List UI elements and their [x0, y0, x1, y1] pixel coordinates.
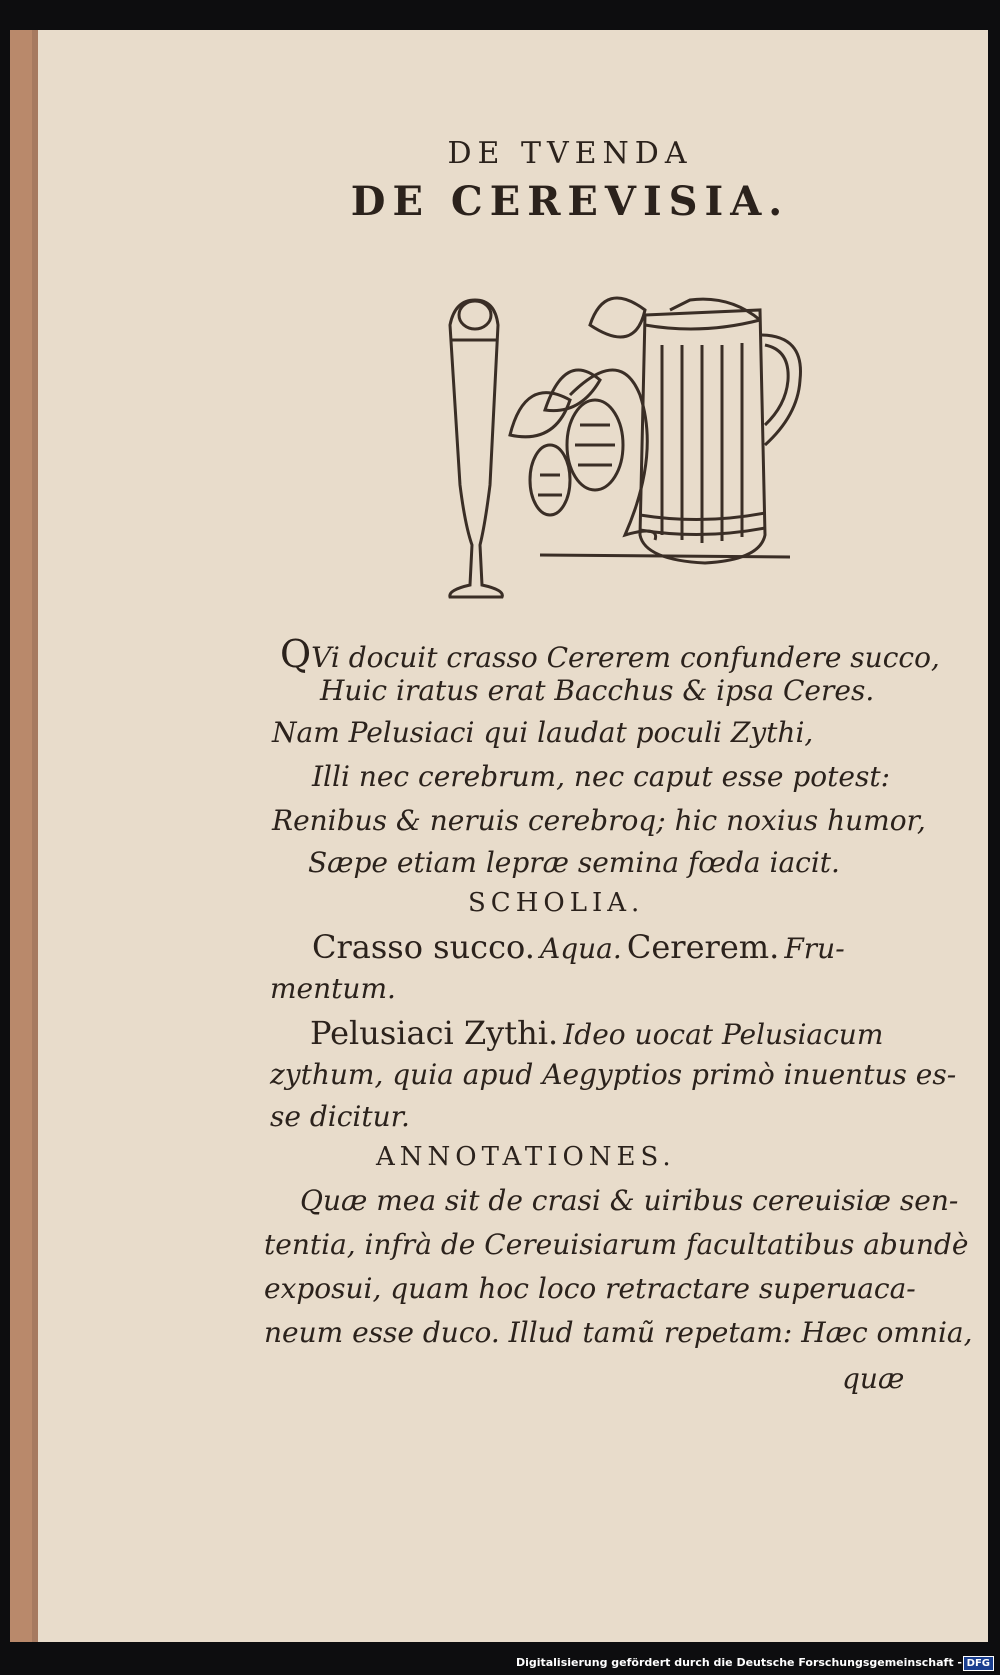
- annotationes-title: ANNOTATIONES.: [376, 1142, 676, 1172]
- scholia-term-2: Cererem.: [626, 928, 780, 966]
- footer-credit: Digitalisierung gefördert durch die Deutsche Forschungsgemeinschaft -: [515, 1656, 962, 1669]
- annotation-line-1: Quæ mea sit de crasi & uiribus cereuisiæ sen-: [300, 1184, 959, 1217]
- hop-plant-icon: [510, 298, 656, 540]
- scholia-text-3a: Ideo uocat Pelusiacum: [563, 1018, 884, 1051]
- annotation-line-4: neum esse duco. Illud tamũ repetam: Hæc omnia,: [264, 1316, 973, 1349]
- poem-initial: Q: [280, 632, 312, 676]
- scholia-gloss-2a: Fru-: [784, 932, 845, 965]
- poem-line-3: Nam Pelusiaci qui laudat poculi Zythi,: [272, 716, 814, 749]
- scholia-term-1: Crasso succo.: [312, 928, 535, 966]
- chapter-title: DE CEREVISIA.: [350, 178, 790, 225]
- tankard-icon: [540, 299, 801, 563]
- poem-line-5: Renibus & neruis cerebroq; hic noxius humor,: [272, 804, 926, 837]
- scholia-gloss-1: Aqua.: [539, 932, 622, 965]
- scholia-text-3c: se dicitur.: [270, 1100, 410, 1133]
- scholia-text-3b: zythum, quia apud Aegyptios primò inuentus es-: [270, 1058, 957, 1091]
- footer-bar: [0, 1648, 1000, 1675]
- glass-icon: [450, 300, 503, 597]
- scholia-gloss-2b: mentum.: [270, 972, 396, 1005]
- annotation-line-3: exposui, quam hoc loco retractare superuaca-: [264, 1272, 916, 1305]
- poem-line-2: Huic iratus erat Bacchus & ipsa Ceres.: [320, 674, 875, 707]
- scholia-title: SCHOLIA.: [468, 888, 645, 918]
- running-head: DE TVENDA: [447, 136, 693, 171]
- catchword: quæ: [842, 1362, 905, 1395]
- scholia-term-3: Pelusiaci Zythi.: [310, 1014, 559, 1052]
- poem-line-6: Sæpe etiam lepræ semina fœda iacit.: [308, 846, 840, 879]
- poem-line-1-display: Vi docuit crasso Cererem confundere succo,: [311, 641, 940, 674]
- poem-line-4: Illi nec cerebrum, nec caput esse potest:: [312, 760, 891, 793]
- dfg-logo: DFG: [963, 1656, 994, 1671]
- woodcut-illustration: [430, 285, 850, 620]
- page-edge: [32, 30, 38, 1642]
- annotation-line-2: tentia, infrà de Cereuisiarum facultatibus abundè: [264, 1228, 969, 1261]
